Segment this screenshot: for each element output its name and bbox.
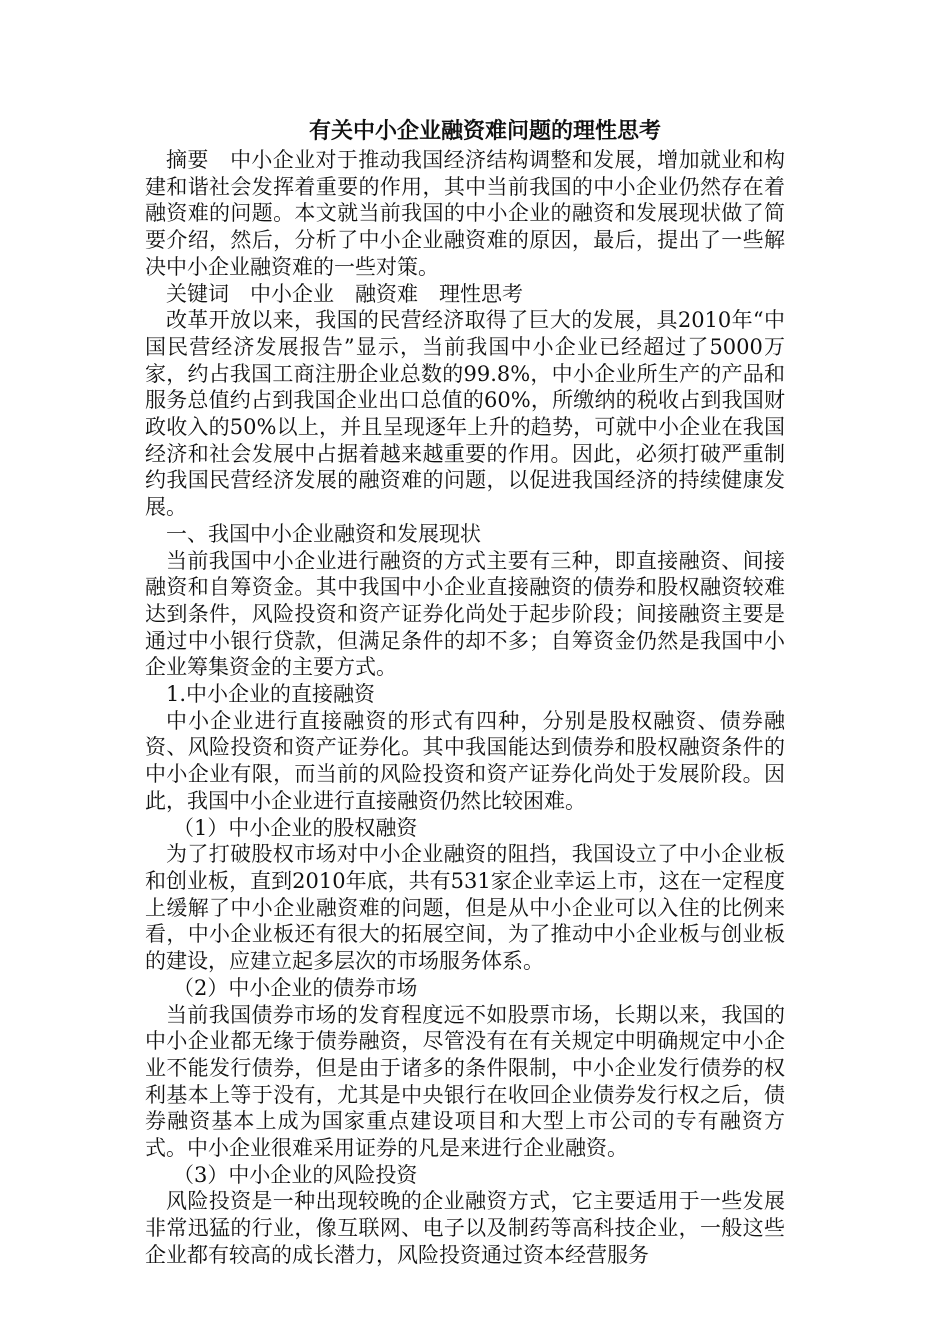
document-title: 有关中小企业融资难问题的理性思考 (308, 118, 661, 144)
item-paragraph-bond: 当前我国债券市场的发育程度远不如股票市场，长期以来，我国的中小企业都无缘于债券融资，尽管没有在有关规定中明确规定中小企业不能发行债券，但是由于诸多的条件限制，中小企业发行债券的权利基本上等于没有，尤其是中央银行在收回企业债券发行权之后，债券融资基本上成为国家重点建设项目和大型上市公司的专有融资方式。中小企业很难采用证券的凡是来进行企业融资。 (145, 1002, 785, 1161)
section-paragraph: 当前我国中小企业进行融资的方式主要有三种，即直接融资、间接融资和自筹资金。其中我国中小企业直接融资的债券和股权融资较难达到条件，风险投资和资产证券化尚处于起步阶段；间接融资主要是通过中小银行贷款，但满足条件的却不多；自筹资金仍然是我国中小企业筹集资金的主要方式。 (145, 548, 785, 680)
item-heading-venture: （3）中小企业的风险投资 (173, 1162, 418, 1187)
subsection-paragraph: 中小企业进行直接融资的形式有四种，分别是股权融资、债券融资、风险投资和资产证券化。其中我国能达到债券和股权融资条件的中小企业有限，而当前的风险投资和资产证券化尚处于发展阶段。因此，我国中小企业进行直接融资仍然比较困难。 (145, 708, 785, 813)
document-body (145, 118, 785, 1269)
item-heading-equity: （1）中小企业的股权融资 (173, 815, 418, 840)
item-paragraph-equity: 为了打破股权市场对中小企业融资的阻挡，我国设立了中小企业板和创业板，直到2010年底，共有531家企业幸运上市，这在一定程度上缓解了中小企业融资难的问题，但是从中小企业可以入住的比例来看，中小企业板还有很大的拓展空间，为了推动中小企业板与创业板的建设，应建立起多层次的市场服务体系。 (145, 842, 785, 974)
keywords-line: 关键词 中小企业 融资难 理性思考 (166, 281, 523, 306)
subsection-heading: 1.中小企业的直接融资 (166, 682, 376, 707)
intro-paragraph: 改革开放以来，我国的民营经济取得了巨大的发展，具2010年“中国民营经济发展报告”显示，当前我国中小企业已经超过了5000万家，约占我国工商注册企业总数的99.8%，中小企业所生产的产品和服务总值约占到我国企业出口总值的60%，所缴纳的税收占到我国财政收入的50%以上，并且呈现逐年上升的趋势，可就中小企业在我国经济和社会发展中占据着越来越重要的作用。因此，必须打破严重制约我国民营经济发展的融资难的问题，以促进我国经济的持续健康发展。 (145, 308, 785, 520)
abstract-paragraph: 摘要 中小企业对于推动我国经济结构调整和发展，增加就业和构建和谐社会发挥着重要的作用，其中当前我国的中小企业仍然存在着融资难的问题。本文就当前我国的中小企业的融资和发展现状做了简要介绍，然后，分析了中小企业融资难的原因，最后，提出了一些解决中小企业融资难的一些对策。 (145, 148, 785, 279)
item-paragraph-venture: 风险投资是一种出现较晚的企业融资方式，它主要适用于一些发展非常迅猛的行业，像互联网、电子以及制药等高科技企业，一般这些企业都有较高的成长潜力，风险投资通过资本经营服务 (145, 1189, 785, 1267)
item-heading-bond: （2）中小企业的债券市场 (173, 975, 418, 1000)
section-heading: 一、我国中小企业融资和发展现状 (166, 521, 481, 546)
